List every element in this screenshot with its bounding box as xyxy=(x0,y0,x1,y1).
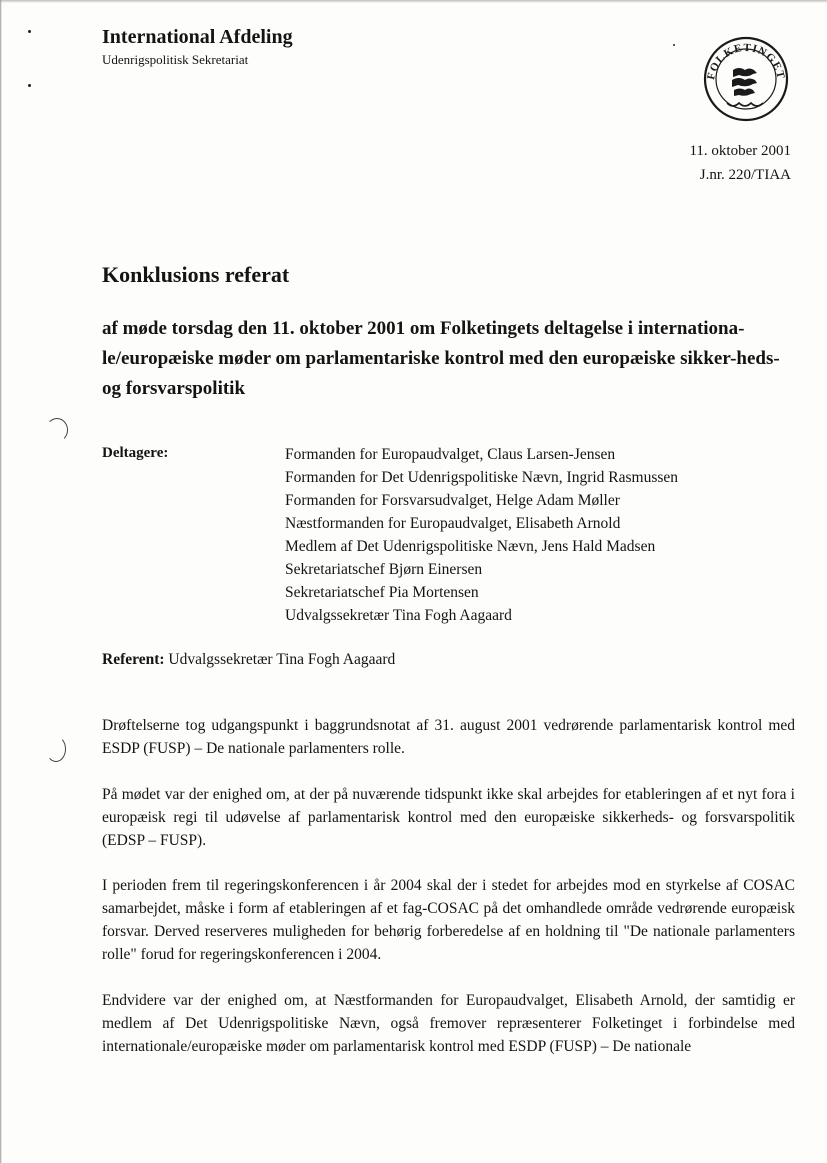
participant-item: Sekretariatschef Pia Mortensen xyxy=(285,584,479,601)
participant-item: Formanden for Det Udenrigspolitiske Nævn, Ingrid Rasmussen xyxy=(285,469,679,486)
document-title: Konklusions referat xyxy=(102,262,290,287)
participants-label: Deltagere: xyxy=(102,445,169,461)
referent-label: Referent: xyxy=(102,651,165,668)
document-subject: af møde torsdag den 11. oktober 2001 om Folketingets deltagelse i internationa-le/europæiske møder om parlamentariske kontrol med den europæiske sikker-heds- og forsvarspolitik xyxy=(102,318,780,399)
participants-list xyxy=(285,443,678,627)
participant-item: Formanden for Europaudvalget, Claus Larsen-Jensen xyxy=(285,446,616,463)
punch-hole-mark xyxy=(46,418,68,442)
journal-number: J.nr. 220/TIAA xyxy=(699,167,791,183)
participant-item: Udvalgssekretær Tina Fogh Aagaard xyxy=(285,607,512,624)
scan-edge-top xyxy=(0,0,827,3)
body-paragraph: Endvidere var der enighed om, at Næstformanden for Europaudvalget, Elisabeth Arnold, der samtidig er medlem af Det Udenrigspolitiske Nævn, også fremover repræsenterer Folketinget i forbindelse med internationale/europæiske møder om parlamentarisk kontrol med ESDP (FUSP) – De nationale xyxy=(102,992,795,1055)
punch-hole-mark xyxy=(46,736,66,762)
svg-text:FOLKETINGET: FOLKETINGET xyxy=(705,41,787,81)
participant-item: Medlem af Det Udenrigspolitiske Nævn, Jens Hald Madsen xyxy=(285,538,656,555)
organization-name: International Afdeling xyxy=(102,26,293,48)
scan-speck xyxy=(28,84,31,87)
participant-item: Formanden for Forsvarsudvalget, Helge Adam Møller xyxy=(285,492,620,509)
participant-item: Næstformanden for Europaudvalget, Elisabeth Arnold xyxy=(285,515,621,532)
participant-item: Sekretariatschef Bjørn Einersen xyxy=(285,561,483,578)
organization-subtitle: Udenrigspolitisk Sekretariat xyxy=(102,52,249,67)
body-paragraph: I perioden frem til regeringskonferencen i år 2004 skal der i stedet for arbejdes mod en styrkelse af COSAC samarbejdet, måske i form af etableringen af et fag-COSAC på det omhandlede område vedrørende europæisk forsvar. Derved reserveres muligheden for behørig forberedelse af en holdning til "De nationale parlamenters rolle" forud for regeringskonferencen i 2004. xyxy=(102,877,795,963)
referent-line xyxy=(102,651,395,669)
referent-name: Udvalgssekretær Tina Fogh Aagaard xyxy=(168,651,396,668)
folketinget-seal-logo xyxy=(703,36,789,122)
scan-speck xyxy=(28,30,31,33)
scan-speck xyxy=(673,44,675,46)
scan-edge-left xyxy=(0,0,2,1163)
document-meta xyxy=(689,139,791,187)
body-paragraph: På mødet var der enighed om, at der på nuværende tidspunkt ikke skal arbejdes for etableringen af et nyt fora i europæisk regi til udøvelse af parlamentarisk kontrol med den europæiske sikkerheds- og forsvarspolitik (EDSP – FUSP). xyxy=(102,786,795,849)
body-paragraph: Drøftelserne tog udgangspunkt i baggrundsnotat af 31. august 2001 vedrørende parlamentarisk kontrol med ESDP (FUSP) – De nationale parlamenters rolle. xyxy=(102,717,795,757)
document-date: 11. oktober 2001 xyxy=(689,143,791,159)
